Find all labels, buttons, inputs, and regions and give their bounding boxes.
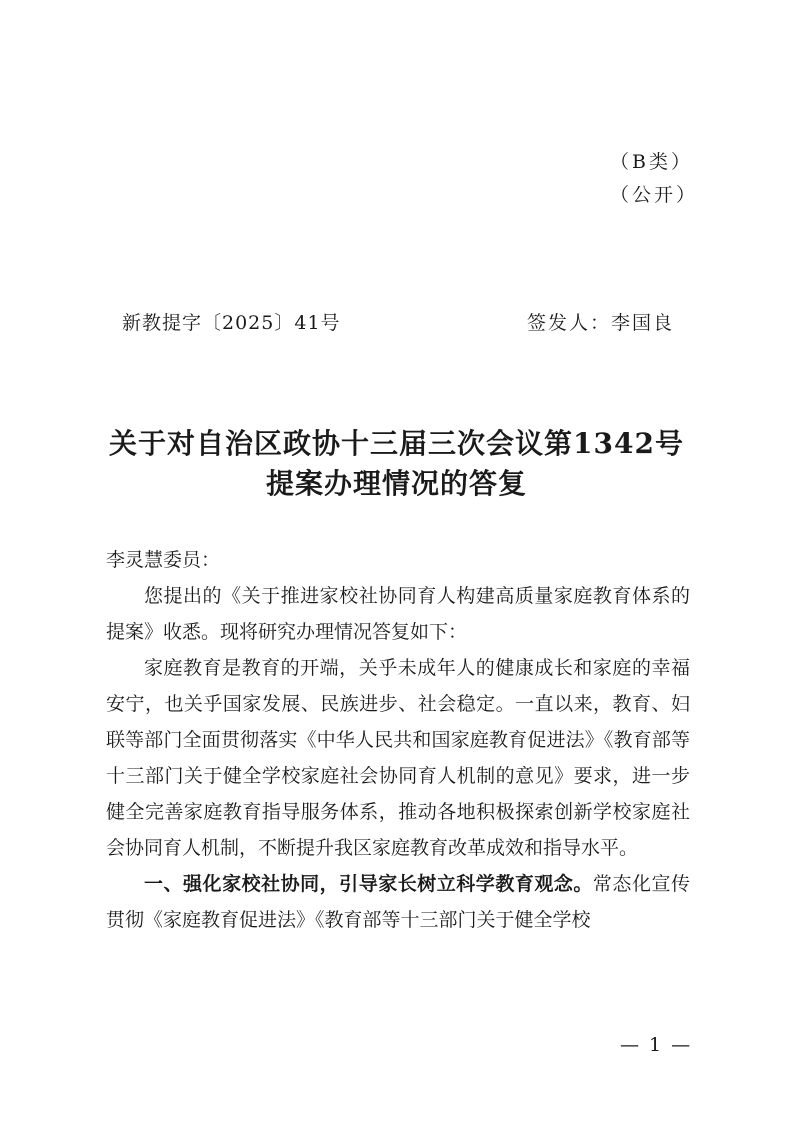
section-1-text: 常态化宣传贯彻《家庭教育促进法》《教育部等十三部门关于健全学校 [106,873,690,931]
document-body [106,542,690,938]
disclosure-label: （公开） [610,184,699,206]
title-line-1: 关于对自治区政协十三届三次会议第1342号 [109,427,684,460]
salutation: 李灵慧委员： [106,549,221,571]
classification-block [610,146,699,212]
title-line-2: 提案办理情况的答复 [265,467,527,500]
paragraph-intro: 您提出的《关于推进家校社协同育人构建高质量家庭教育体系的提案》收悉。现将研究办理情况答复如下： [106,585,690,643]
page-number: — 1 — [620,1034,693,1056]
document-number: 新教提字〔2025〕41号 [122,312,341,334]
section-1-heading: 一、强化家校社协同，引导家长树立科学教育观念。 [144,873,593,895]
category-label: （B类） [610,151,693,173]
document-title [90,424,703,504]
paragraph-section-1 [106,866,690,938]
paragraph-background: 家庭教育是教育的开端，关乎未成年人的健康成长和家庭的幸福安宁，也关乎国家发展、民族进步、社会稳定。一直以来，教育、妇联等部门全面贯彻落实《中华人民共和国家庭教育促进法》《教育部等十三部门关于健全学校家庭社会协同育人机制的意见》要求，进一步健全完善家庭教育指导服务体系，推动各地积极探索创新学校家庭社会协同育人机制，不断提升我区家庭教育改革成效和指导水平。 [106,657,690,859]
signer: 签发人：李国良 [527,312,675,334]
